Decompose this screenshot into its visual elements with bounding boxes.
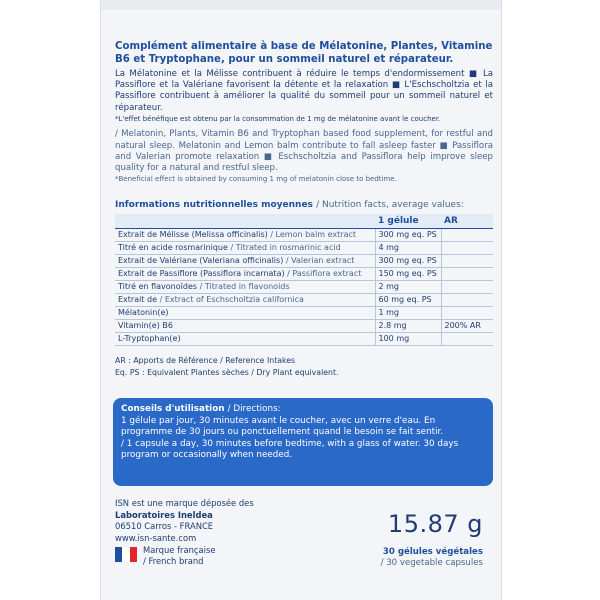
ingredient-en: / Lemon balm extract	[270, 230, 357, 239]
nutrition-row	[115, 268, 493, 281]
nutrition-table-body	[115, 229, 493, 346]
intro-en-note: *Beneficial effect is obtained by consuming 1 mg of melatonin close to bedtime.	[115, 175, 397, 184]
ingredient-en: / Valerian extract	[285, 256, 355, 265]
capsule-count	[381, 547, 483, 569]
ar-cell	[441, 242, 493, 255]
directions-heading	[121, 404, 485, 416]
nutrition-row	[115, 281, 493, 294]
french-brand-fr: Marque française	[143, 545, 216, 555]
brand-info	[115, 498, 254, 544]
intro-en-body: / Melatonin, Plants, Vitamin B6 and Tryptophan based food supplement, for restful and natural sleep. Melatonin and Lemon balm contribute to fall asleep faster ■ Passiflora and Valerian promote relaxation ■ Eschscholtzia and Passiflora help improve sleep quality for a natural and restful sleep.	[115, 129, 493, 173]
ar-cell	[441, 307, 493, 320]
amount-cell: 2.8 mg	[375, 320, 441, 333]
ingredient-cell	[115, 281, 375, 294]
ingredient-fr: Extrait de Passiflore (Passiflora incarnata)	[118, 269, 285, 278]
nutrition-table	[115, 214, 493, 346]
nutrition-heading-fr: Informations nutritionnelles moyennes	[115, 200, 313, 210]
ar-cell	[441, 281, 493, 294]
directions-heading-en: / Directions:	[227, 404, 281, 414]
nutrition-row	[115, 229, 493, 242]
lab-address: 06510 Carros - FRANCE	[115, 521, 214, 531]
ar-cell	[441, 294, 493, 307]
nutrition-row	[115, 255, 493, 268]
ingredient-fr: Titré en flavonoïdes	[118, 282, 198, 291]
ar-cell	[441, 255, 493, 268]
amount-cell: 1 mg	[375, 307, 441, 320]
product-headline: Complément alimentaire à base de Mélatonine, Plantes, Vitamine B6 et Tryptophane, pour un sommeil naturel et réparateur.	[115, 41, 493, 65]
amount-cell: 300 mg eq. PS	[375, 255, 441, 268]
capsule-count-fr: 30 gélules végétales	[382, 547, 483, 557]
nutrition-dose-header: 1 gélule	[375, 214, 441, 229]
nutrition-header-row	[115, 214, 493, 229]
nutrition-ingredient-header	[115, 214, 375, 229]
ingredient-cell	[115, 268, 375, 281]
amount-cell: 300 mg eq. PS	[375, 229, 441, 242]
package-back-panel	[100, 0, 502, 600]
nutrition-heading-en: / Nutrition facts, average values:	[316, 200, 464, 210]
amount-cell: 2 mg	[375, 281, 441, 294]
nutrition-row	[115, 320, 493, 333]
flag-stripe-red	[130, 547, 137, 562]
brand-line: ISN est une marque déposée des	[115, 498, 254, 508]
ingredient-cell	[115, 320, 375, 333]
ingredient-en: / Titrated in rosmarinic acid	[230, 243, 341, 252]
amount-cell: 60 mg eq. PS	[375, 294, 441, 307]
nutrition-row	[115, 333, 493, 346]
ingredient-cell	[115, 333, 375, 346]
flag-stripe-white	[122, 547, 129, 562]
ingredient-cell	[115, 242, 375, 255]
capsule-count-en: / 30 vegetable capsules	[380, 558, 483, 568]
ar-cell	[441, 333, 493, 346]
amount-cell: 4 mg	[375, 242, 441, 255]
ingredient-fr: Extrait de Valériane (Valeriana officinalis)	[118, 256, 284, 265]
nutrition-ar-header: AR	[441, 214, 493, 229]
ingredient-en: / Titrated in flavonoids	[199, 282, 290, 291]
ingredient-fr: Extrait de Mélisse (Melissa officinalis)	[118, 230, 268, 239]
directions-fr: 1 gélule par jour, 30 minutes avant le coucher, avec un verre d'eau. En programme de 30 jours ou ponctuellement quand le besoin se fait sentir.	[121, 415, 444, 437]
nutrition-row	[115, 307, 493, 320]
website: www.isn-sante.com	[115, 532, 197, 543]
directions-en: / 1 capsule a day, 30 minutes before bedtime, with a glass of water. 30 days program or occasionally when needed.	[121, 438, 459, 460]
ingredient-fr: Extrait de	[118, 295, 158, 304]
ingredient-fr: Titré en acide rosmarinique	[118, 243, 228, 252]
ingredient-cell	[115, 255, 375, 268]
directions-box	[113, 398, 493, 486]
nutrition-row	[115, 242, 493, 255]
intro-fr-note: *L'effet bénéfique est obtenu par la consommation de 1 mg de mélatonine avant le coucher.	[115, 114, 441, 123]
ingredient-fr: L-Tryptophan(e)	[118, 334, 181, 343]
top-flap-strip	[101, 0, 501, 10]
amount-cell: 150 mg eq. PS	[375, 268, 441, 281]
ingredient-cell	[115, 229, 375, 242]
french-flag-icon	[115, 547, 137, 562]
ingredient-en: / Extract of Eschscholtzia californica	[159, 295, 304, 304]
intro-text-fr	[115, 69, 493, 124]
flag-stripe-blue	[115, 547, 122, 562]
french-brand-en: / French brand	[143, 556, 204, 566]
amount-cell: 100 mg	[375, 333, 441, 346]
ingredient-cell	[115, 307, 375, 320]
ar-cell	[441, 229, 493, 242]
ingredient-fr: Vitamin(e) B6	[118, 321, 173, 330]
nutrition-legend	[115, 355, 339, 379]
ar-cell	[441, 268, 493, 281]
nutrition-row	[115, 294, 493, 307]
ingredient-fr: Mélatonin(e)	[118, 308, 169, 317]
intro-fr-body: La Mélatonine et la Mélisse contribuent à réduire le temps d'endormissement ■ La Passiflore et la Valériane favorisent la détente et la relaxation ■ L'Eschscholtzia et la Passiflore contribuent à améliorer la qualité du sommeil pour un sommeil naturel et réparateur.	[115, 69, 493, 113]
nutrition-heading	[115, 200, 464, 210]
ingredient-cell	[115, 294, 375, 307]
intro-text-en	[115, 129, 493, 184]
ar-cell: 200% AR	[441, 320, 493, 333]
intro-section	[115, 40, 493, 185]
legend-ar: AR : Apports de Référence / Reference Intakes	[115, 356, 296, 365]
legend-ps: Eq. PS : Equivalent Plantes sèches / Dry Plant equivalent.	[115, 368, 339, 377]
net-weight: 15.87 g	[387, 510, 483, 538]
directions-heading-fr: Conseils d'utilisation	[121, 404, 225, 414]
lab-name: Laboratoires Ineldea	[115, 509, 213, 520]
ingredient-en: / Passiflora extract	[287, 269, 362, 278]
french-brand-label	[143, 545, 216, 567]
